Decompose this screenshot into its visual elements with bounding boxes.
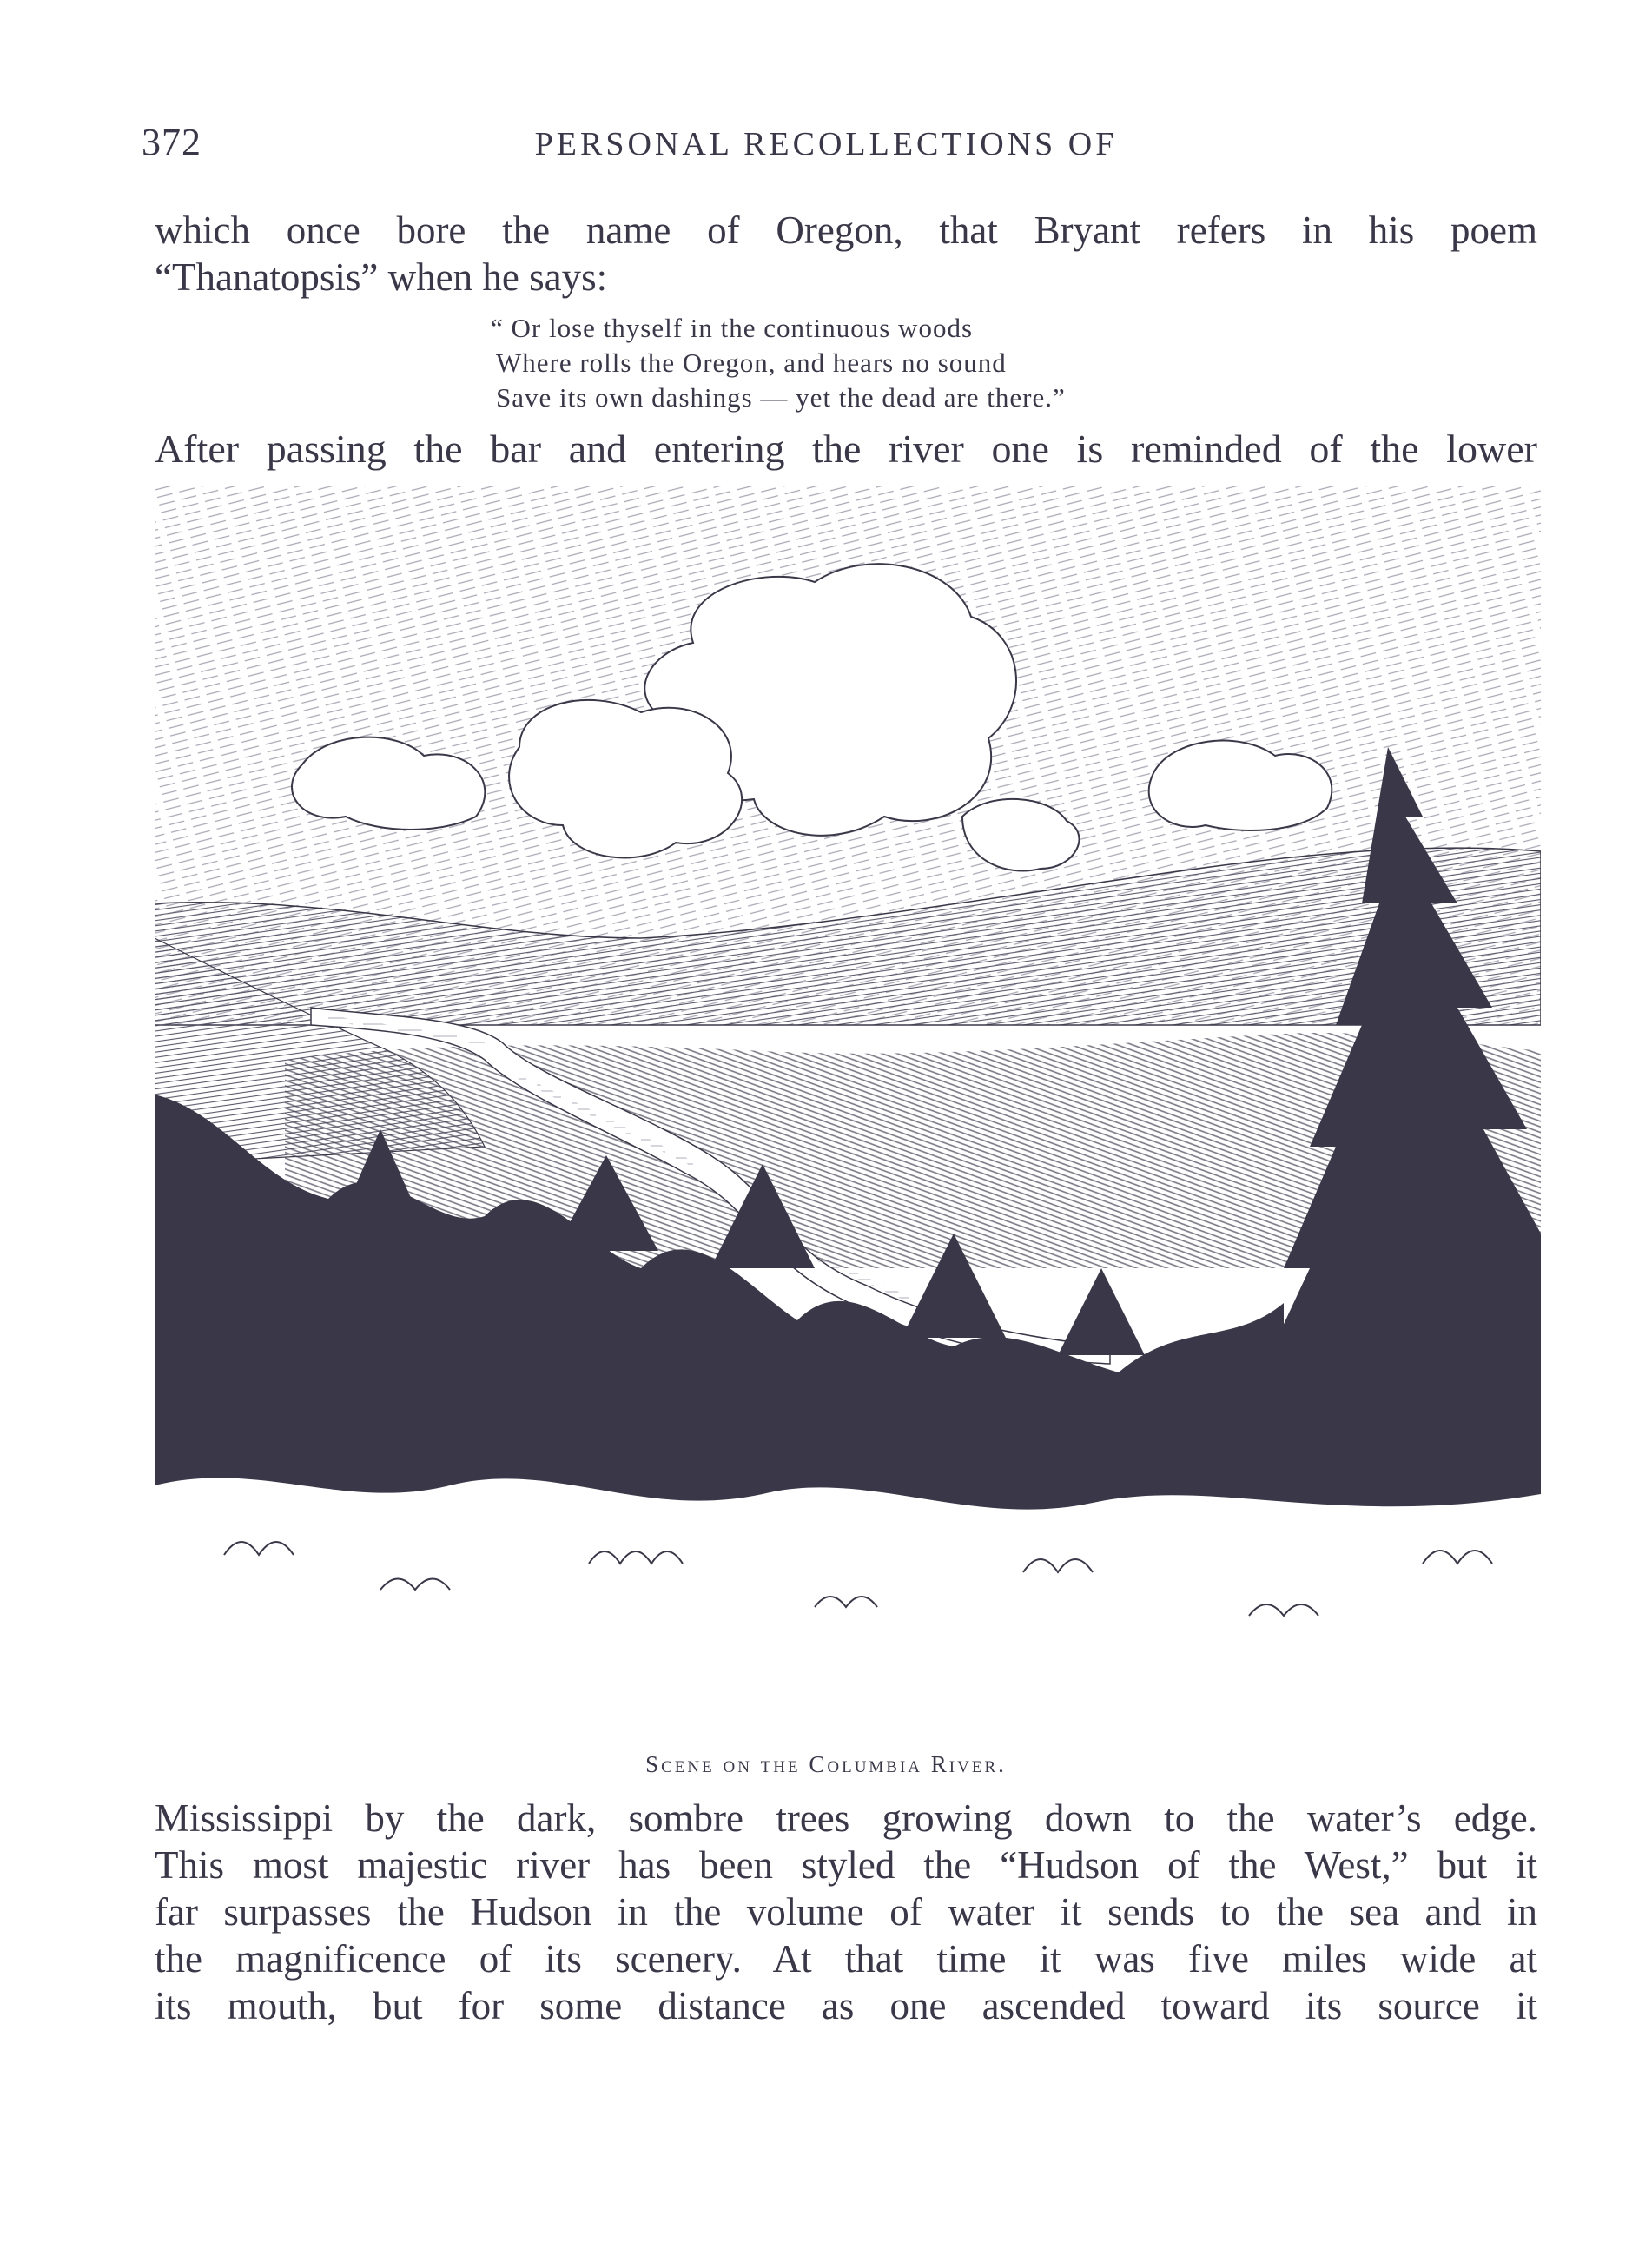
columbia-river-engraving bbox=[155, 486, 1541, 1737]
text-line: This most majestic river has been styled the “Hudson of the West,” but it bbox=[155, 1843, 1537, 1887]
poem-quotation bbox=[491, 311, 1066, 415]
text-line: which once bore the name of Oregon, that Bryant refers in his poem bbox=[155, 208, 1537, 252]
running-head: PERSONAL RECOLLECTIONS OF bbox=[534, 126, 1118, 162]
text-line: Mississippi by the dark, sombre trees growing down to the water’s edge. bbox=[155, 1796, 1537, 1840]
poem-line: Save its own dashings — yet the dead are there.” bbox=[496, 382, 1066, 413]
page-number: 372 bbox=[142, 121, 202, 163]
text-line: “Thanatopsis” when he says: bbox=[155, 255, 608, 299]
paragraph bbox=[155, 426, 1537, 473]
poem-line: Where rolls the Oregon, and hears no sound bbox=[496, 347, 1007, 378]
text-line: After passing the bar and entering the river one is reminded of the lower bbox=[155, 427, 1537, 471]
figure-caption: Scene on the Columbia River. bbox=[645, 1751, 1007, 1777]
paragraph bbox=[155, 207, 1537, 301]
foreground-scrub bbox=[155, 1478, 1541, 1737]
text-line: far surpasses the Hudson in the volume of water it sends to the sea and in bbox=[155, 1890, 1537, 1934]
paragraph bbox=[155, 1795, 1537, 2029]
text-line: its mouth, but for some distance as one ascended toward its source it bbox=[155, 1984, 1537, 2027]
text-line: the magnificence of its scenery. At that time it was five miles wide at bbox=[155, 1937, 1537, 1981]
poem-line: “ Or lose thyself in the continuous woods bbox=[491, 313, 974, 343]
